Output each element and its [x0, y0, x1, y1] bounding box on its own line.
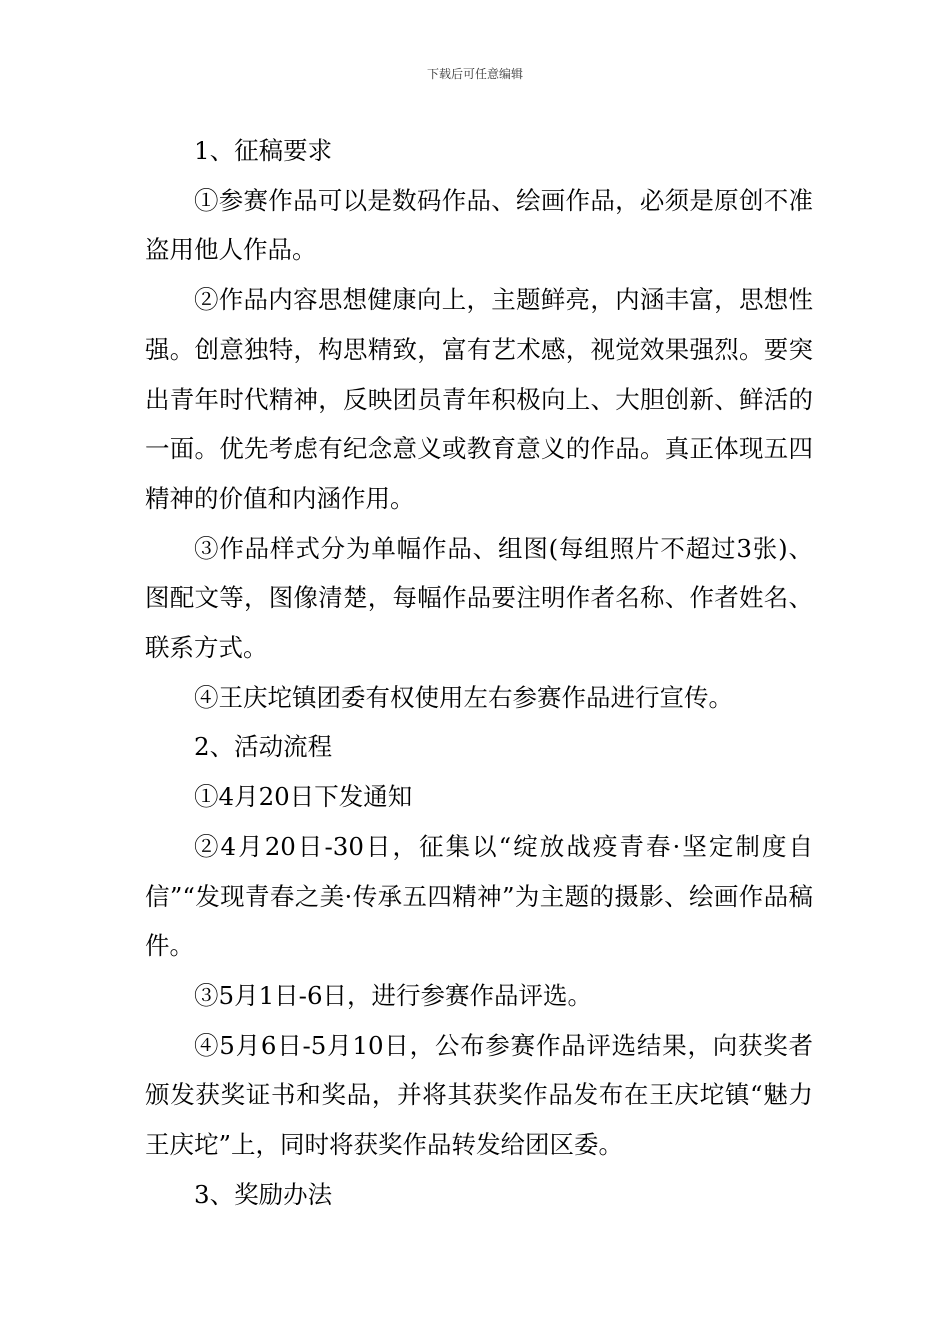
- document-body: [145, 126, 813, 1219]
- section-heading-submission: 1、征稿要求: [194, 136, 333, 165]
- paragraph-item: ③作品样式分为单幅作品、组图(每组照片不超过3张)、图配文等，图像清楚，每幅作品要注明作者名称、作者姓名、联系方式。: [145, 533, 813, 663]
- section-heading-process: 2、活动流程: [194, 732, 333, 762]
- paragraph-item: ③5月1日-6日，进行参赛作品评选。: [194, 980, 593, 1010]
- paragraph-item: ①4月20日下发通知: [194, 782, 413, 812]
- paragraph-item: ④5月6日-5月10日，公布参赛作品评选结果，向获奖者颁发获奖证书和奖品，并将其获奖作品发布在王庆坨镇“魅力王庆坨”上，同时将获奖作品转发给团区委。: [145, 1030, 813, 1160]
- section-heading-rewards: 3、奖励办法: [194, 1179, 333, 1209]
- paragraph-item: ②4月20日-30日，征集以“绽放战疫青春·坚定制度自信”“发现青春之美·传承五四精神”为主题的摄影、绘画作品稿件。: [145, 831, 813, 961]
- paragraph-item: ②作品内容思想健康向上，主题鲜亮，内涵丰富，思想性强。创意独特，构思精致，富有艺术感，视觉效果强烈。要突出青年时代精神，反映团员青年积极向上、大胆创新、鲜活的一面。优先考虑有纪念意义或教育意义的作品。真正体现五四精神的价值和内涵作用。: [145, 285, 813, 513]
- paragraph-item: ①参赛作品可以是数码作品、绘画作品，必须是原创不准盗用他人作品。: [145, 185, 813, 265]
- paragraph-item: ④王庆坨镇团委有权使用左右参赛作品进行宣传。: [194, 682, 733, 712]
- page-header: 下载后可任意编辑: [426, 67, 523, 81]
